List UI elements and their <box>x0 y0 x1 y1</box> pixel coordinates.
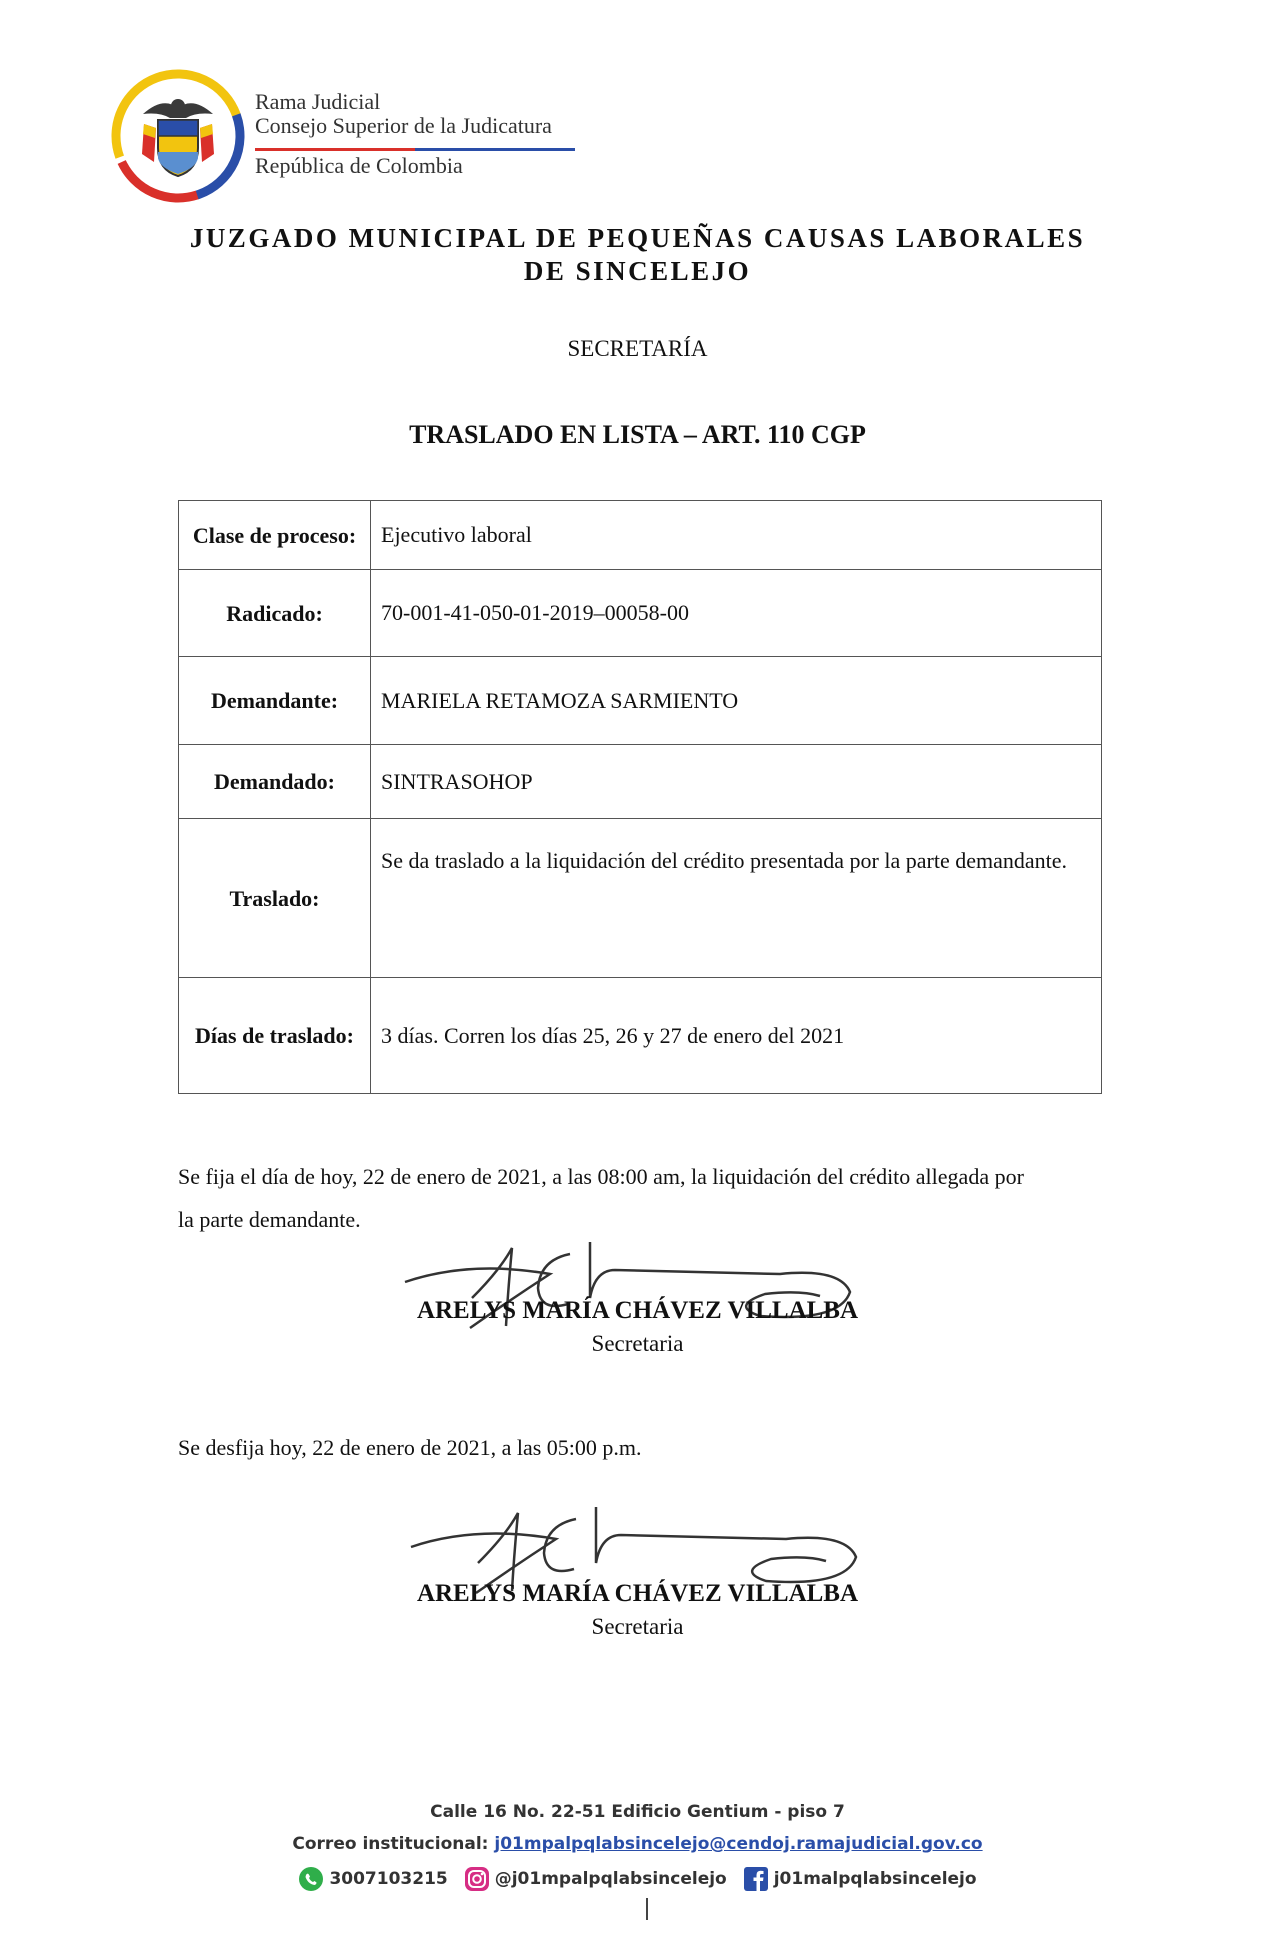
row-value: Ejecutivo laboral <box>371 501 1102 570</box>
signatory-name-2: ARELYS MARÍA CHÁVEZ VILLALBA <box>416 1580 859 1607</box>
footer-facebook <box>743 1866 977 1892</box>
row-value: 70-001-41-050-01-2019–00058-00 <box>371 570 1102 657</box>
case-info-table <box>178 500 1102 1094</box>
row-label: Radicado: <box>179 570 371 657</box>
facebook-handle[interactable]: j01malpqlabsincelejo <box>773 1869 977 1889</box>
signatory-role-2: Secretaria <box>591 1614 684 1639</box>
whatsapp-icon <box>298 1866 324 1892</box>
footer-instagram <box>464 1866 727 1892</box>
table-row <box>179 501 1102 570</box>
footer-address: Calle 16 No. 22-51 Edificio Gentium - piso 7 <box>430 1802 845 1822</box>
table-row <box>179 819 1102 978</box>
desfija-paragraph: Se desfija hoy, 22 de enero de 2021, a las 05:00 p.m. <box>178 1435 642 1460</box>
row-label: Demandante: <box>179 657 371 745</box>
court-name-line1: JUZGADO MUNICIPAL DE PEQUEÑAS CAUSAS LABORALES <box>189 223 1086 253</box>
header-divider <box>255 148 575 151</box>
table-row <box>179 570 1102 657</box>
row-label: Traslado: <box>179 819 371 978</box>
org-line-republica: República de Colombia <box>255 153 463 178</box>
document-title: TRASLADO EN LISTA – ART. 110 CGP <box>409 420 866 449</box>
table-row <box>179 978 1102 1094</box>
row-value: Se da traslado a la liquidación del crédito presentada por la parte demandante. <box>371 819 1102 978</box>
footer-social-row <box>0 1866 1275 1892</box>
fija-paragraph: Se fija el día de hoy, 22 de enero de 2021, a las 08:00 am, la liquidación del crédito allegada por la parte demandante. <box>178 1164 1024 1232</box>
court-name-line2: DE SINCELEJO <box>523 256 752 286</box>
text-cursor <box>646 1898 648 1920</box>
org-name-block <box>255 90 552 138</box>
row-label: Demandado: <box>179 745 371 819</box>
row-label: Clase de proceso: <box>179 501 371 570</box>
table-row <box>179 657 1102 745</box>
table-row <box>179 745 1102 819</box>
footer-email-label: Correo institucional: <box>292 1834 489 1854</box>
facebook-icon <box>743 1866 769 1892</box>
signatory-name-1: ARELYS MARÍA CHÁVEZ VILLALBA <box>416 1297 859 1324</box>
footer-phone <box>298 1866 447 1892</box>
org-line-rama: Rama Judicial <box>255 89 381 114</box>
footer-email-line <box>0 1834 1275 1854</box>
row-value: MARIELA RETAMOZA SARMIENTO <box>371 657 1102 745</box>
row-value: 3 días. Corren los días 25, 26 y 27 de enero del 2021 <box>371 978 1102 1094</box>
footer-email-link[interactable]: j01mpalpqlabsincelejo@cendoj.ramajudicial.gov.co <box>494 1834 983 1854</box>
colombia-coat-of-arms-icon <box>108 66 248 206</box>
phone-number[interactable]: 3007103215 <box>329 1869 448 1889</box>
row-label: Días de traslado: <box>179 978 371 1094</box>
court-name <box>100 222 1175 288</box>
signatory-role-1: Secretaria <box>591 1331 684 1356</box>
instagram-handle[interactable]: @j01mpalpqlabsincelejo <box>494 1869 727 1889</box>
section-heading: SECRETARÍA <box>567 336 708 361</box>
row-value: SINTRASOHOP <box>371 745 1102 819</box>
org-line-consejo: Consejo Superior de la Judicatura <box>255 113 552 138</box>
instagram-icon <box>464 1866 490 1892</box>
